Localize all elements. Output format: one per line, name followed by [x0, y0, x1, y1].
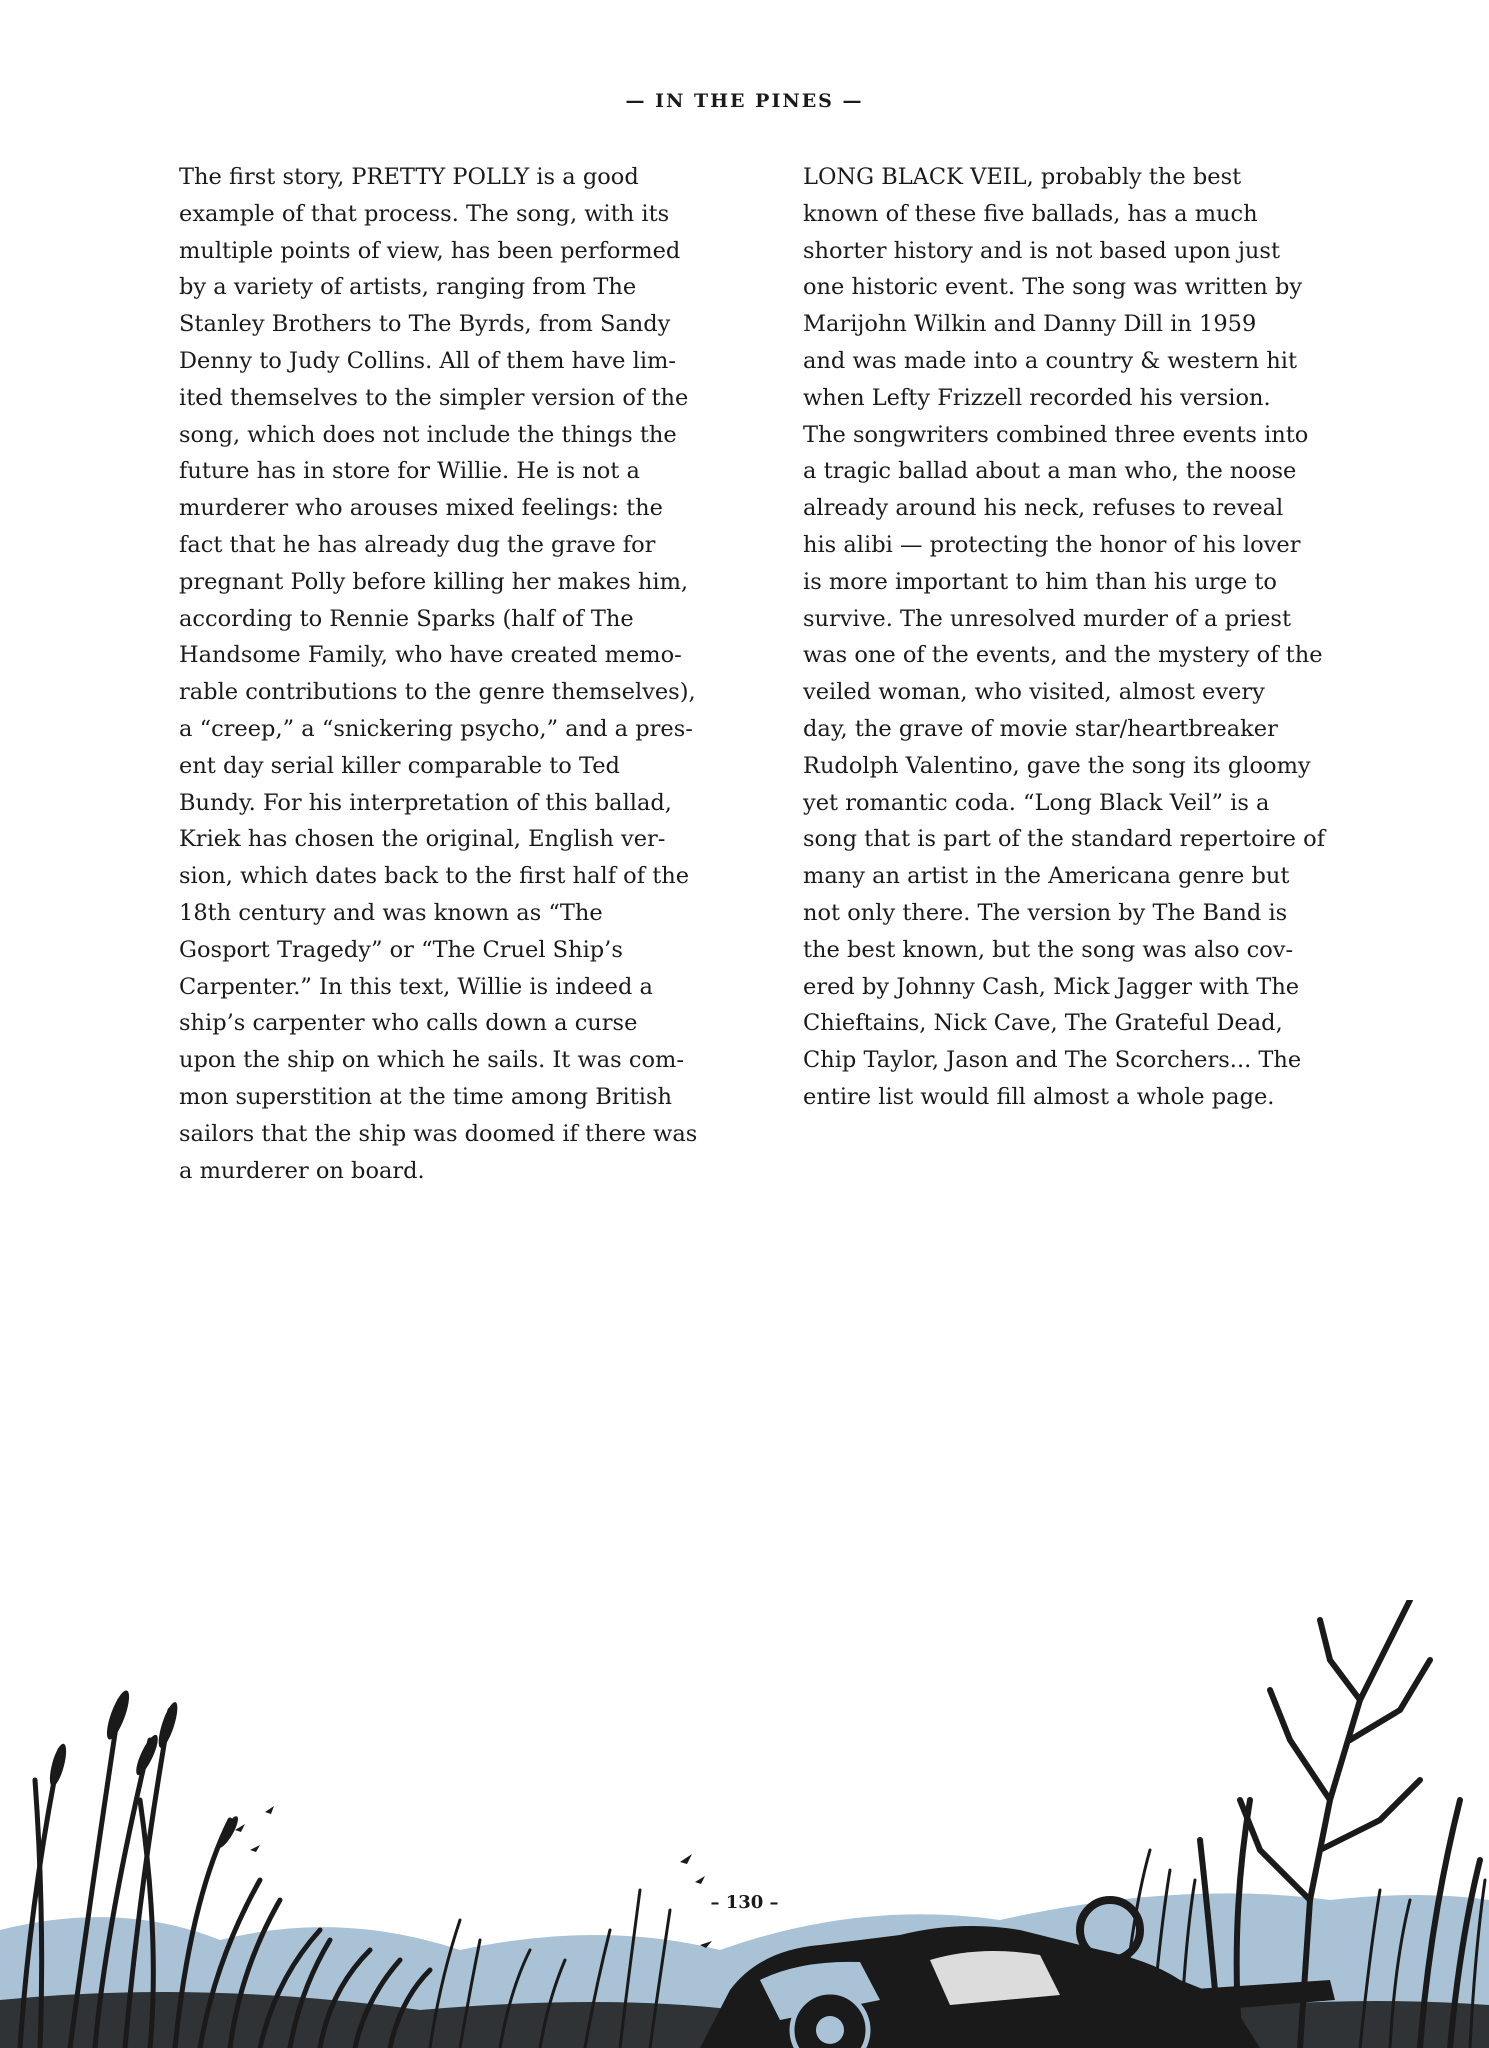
text-line: multiple points of view, has been performed	[179, 237, 681, 264]
text-line: Handsome Family, who have created memo-	[179, 642, 682, 669]
text-line: song, which does not include the things the	[179, 421, 677, 448]
text-line: murderer who arouses mixed feelings: the	[179, 495, 663, 522]
text-line: The first story, PRETTY POLLY is a good	[179, 164, 639, 190]
text-line: The songwriters combined three events into	[803, 421, 1309, 448]
page-number-text: – 130 –	[704, 1892, 784, 1913]
text-line: and was made into a country & western hit	[803, 347, 1298, 374]
text-line: already around his neck, refuses to reveal	[803, 495, 1284, 522]
text-line: ship’s carpenter who calls down a curse	[179, 1010, 638, 1037]
text-line: a “creep,” a “snickering psycho,” and a pres-	[179, 715, 693, 742]
text-line: Chip Taylor, Jason and The Scorchers... The	[803, 1047, 1302, 1074]
text-line: veiled woman, who visited, almost every	[803, 679, 1265, 706]
text-line: example of that process. The song, with its	[179, 200, 670, 227]
text-line: is more important to him than his urge to	[803, 568, 1277, 595]
text-line: by a variety of artists, ranging from The	[179, 274, 637, 301]
text-line: was one of the events, and the mystery of the	[803, 642, 1323, 669]
text-line: Stanley Brothers to The Byrds, from Sandy	[179, 311, 671, 338]
text-line: a murderer on board.	[179, 1157, 425, 1184]
grass-illustration	[0, 1600, 1489, 2048]
text-line: Carpenter.” In this text, Willie is indeed a	[179, 973, 653, 1000]
text-line: one historic event. The song was written by	[803, 274, 1303, 301]
text-line: the best known, but the song was also cov-	[803, 936, 1294, 963]
text-line: not only there. The version by The Band is	[803, 899, 1288, 926]
page-number	[0, 1892, 1489, 1913]
text-line: survive. The unresolved murder of a priest	[803, 605, 1291, 632]
text-line: pregnant Polly before killing her makes him,	[179, 568, 689, 595]
running-head: — IN THE PINES —	[625, 90, 864, 112]
right-column	[803, 159, 1363, 1116]
text-line: day, the grave of movie star/heartbreaker	[803, 715, 1278, 742]
text-line: mon superstition at the time among British	[179, 1083, 673, 1110]
text-line: 18th century and was known as “The	[179, 899, 603, 926]
text-line: Denny to Judy Collins. All of them have lim-	[179, 347, 676, 374]
text-line: Chieftains, Nick Cave, The Grateful Dead,	[803, 1010, 1283, 1037]
text-line: when Lefty Frizzell recorded his version.	[803, 384, 1271, 411]
text-line: many an artist in the Americana genre but	[803, 863, 1290, 890]
text-line: fact that he has already dug the grave for	[179, 531, 656, 558]
text-line: future has in store for Willie. He is not a	[179, 458, 640, 485]
text-line: sion, which dates back to the first half of the	[179, 863, 690, 890]
text-line: Kriek has chosen the original, English ver-	[179, 826, 666, 853]
text-line: Bundy. For his interpretation of this ballad,	[179, 789, 672, 816]
text-line: ent day serial killer comparable to Ted	[179, 752, 620, 779]
text-line: ited themselves to the simpler version of the	[179, 384, 689, 411]
text-line: a tragic ballad about a man who, the noose	[803, 458, 1297, 485]
text-line: Gosport Tragedy” or “The Cruel Ship’s	[179, 936, 623, 963]
text-line: song that is part of the standard repertoire of	[803, 826, 1326, 853]
text-line: shorter history and is not based upon just	[803, 237, 1281, 264]
text-line: his alibi — protecting the honor of his lover	[803, 531, 1301, 558]
text-line: ered by Johnny Cash, Mick Jagger with The	[803, 973, 1300, 1000]
birds	[235, 1806, 712, 1948]
text-line: upon the ship on which he sails. It was com-	[179, 1047, 684, 1074]
text-line: entire list would fill almost a whole page.	[803, 1083, 1275, 1110]
left-column	[179, 159, 739, 1189]
text-line: yet romantic coda. “Long Black Veil” is a	[803, 789, 1270, 816]
text-line: according to Rennie Sparks (half of The	[179, 605, 634, 632]
text-line: known of these five ballads, has a much	[803, 200, 1258, 227]
text-line: Marijohn Wilkin and Danny Dill in 1959	[803, 311, 1257, 338]
text-line: Rudolph Valentino, gave the song its gloomy	[803, 752, 1311, 779]
text-line: rable contributions to the genre themselves),	[179, 679, 696, 706]
text-line: LONG BLACK VEIL, probably the best	[803, 164, 1242, 190]
text-line: sailors that the ship was doomed if there was	[179, 1120, 698, 1147]
